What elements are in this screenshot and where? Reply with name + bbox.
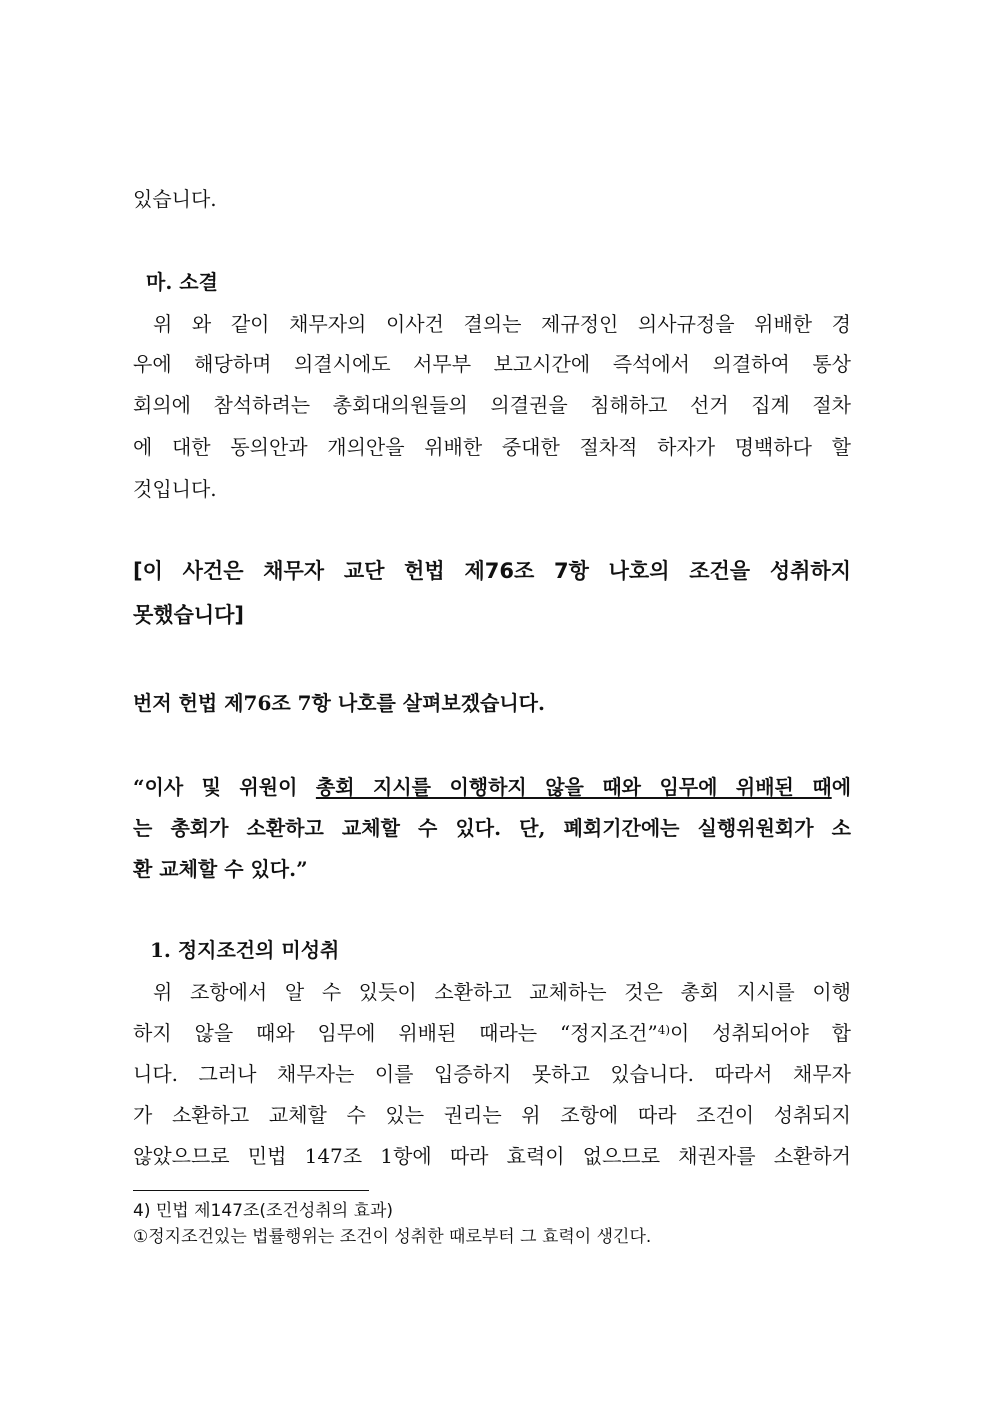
section-heading-1: 1. 정지조건의 미성취 — [150, 938, 340, 962]
quote-line2: 는 총회가 소환하고 교체할 수 있다. 단, 폐회기간에는 실행위원회가 소 — [133, 816, 851, 840]
quote-text: 에 — [831, 775, 852, 799]
section-heading-ma: 마. 소결 — [146, 270, 218, 294]
footnote-divider — [133, 1190, 369, 1191]
paragraph-line: 우에 해당하며 의결시에도 서무부 보고시간에 즉석에서 의결하여 통상 — [133, 352, 851, 376]
paragraph-line: 않았으므로 민법 147조 1항에 따라 효력이 없으므로 채권자를 소환하거 — [133, 1144, 851, 1168]
paragraph-line: 회의에 참석하려는 총회대의원들의 의결권을 침해하고 선거 집계 절차 — [133, 393, 852, 417]
quote-line1 — [133, 773, 851, 801]
paragraph-line: 에 대한 동의안과 개의안을 위배한 중대한 절차적 하자가 명백하다 할 — [133, 435, 851, 459]
paragraph-line: 위 조항에서 알 수 있듯이 소환하고 교체하는 것은 총회 지시를 이행 — [153, 980, 851, 1004]
bracket-heading-line1: [이 사건은 채무자 교단 헌법 제76조 7항 나호의 조건을 성취하지 — [133, 559, 851, 583]
continuation-text: 있습니다. — [133, 187, 217, 211]
footnote-line: 4) 민법 제147조(조건성취의 효과) — [133, 1201, 394, 1221]
paragraph-text: 하지 않을 때와 임무에 위배된 때라는 “정지조건” — [133, 1021, 658, 1045]
quote-underlined-text: 총회 지시를 이행하지 않을 때와 임무에 위배된 때 — [315, 775, 832, 799]
footnote-ref: 4) — [657, 1023, 671, 1037]
paragraph-line: 가 소환하고 교체할 수 있는 권리는 위 조항에 따라 조건이 성취되지 — [133, 1103, 851, 1127]
footnote-line: ①정지조건있는 법률행위는 조건이 성취한 때로부터 그 효력이 생긴다. — [133, 1227, 652, 1247]
bracket-heading-line2: 못했습니다] — [133, 603, 245, 627]
paragraph-text: 이 성취되어야 합 — [670, 1021, 851, 1045]
paragraph-line — [133, 1019, 851, 1047]
intro-line: 번저 헌법 제76조 7항 나호를 살펴보겠습니다. — [133, 691, 545, 715]
paragraph-line: 니다. 그러나 채무자는 이를 입증하지 못하고 있습니다. 따라서 채무자 — [133, 1062, 851, 1086]
paragraph-line: 것입니다. — [133, 477, 217, 501]
quote-line3: 환 교체할 수 있다.” — [133, 857, 308, 881]
quote-text: “이사 및 위원이 — [133, 775, 316, 799]
paragraph-line: 위 와 같이 채무자의 이사건 결의는 제규정인 의사규정을 위배한 경 — [153, 312, 851, 336]
